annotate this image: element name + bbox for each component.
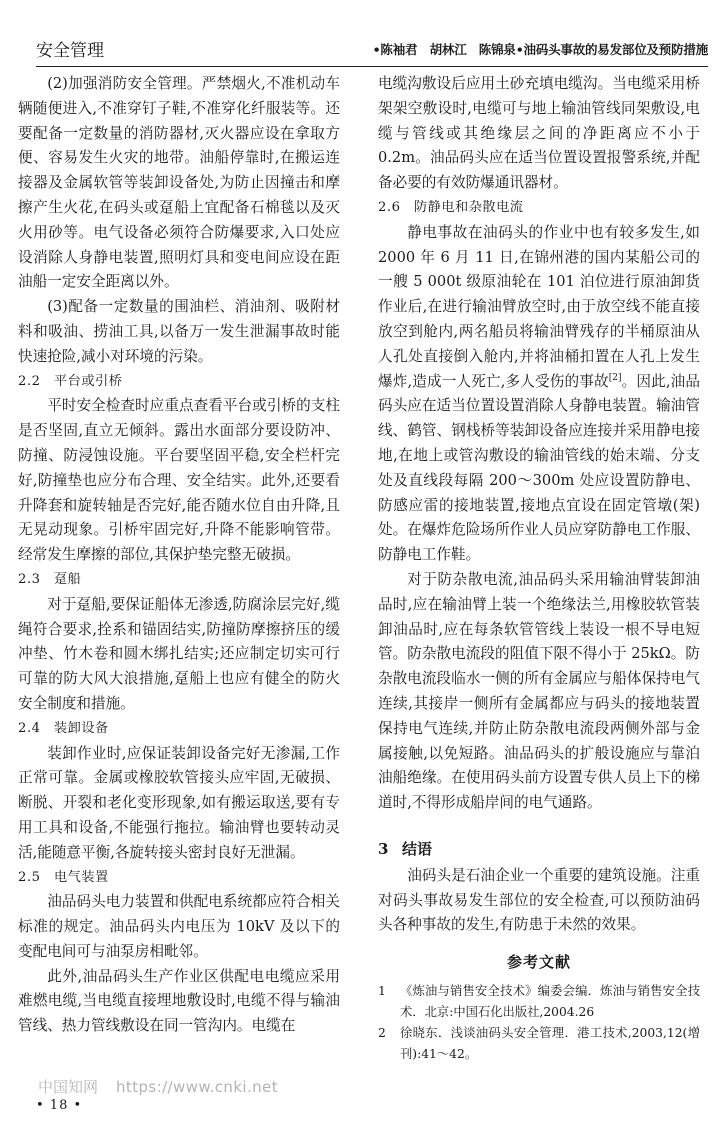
section-title: 结语 — [402, 839, 433, 858]
section-3-heading — [378, 837, 700, 862]
reference-number: 2 — [378, 1025, 386, 1040]
paragraph-conclusion: 油码头是石油企业一个重要的建筑设施。注重对码头事故易发生部位的安全检查,可以预防油码头各种事故的发生,有防患于未然的效果。 — [378, 866, 700, 934]
section-number: 3 — [378, 839, 389, 858]
reference-text: 《炼油与销售安全技术》编委会编．炼油与销售安全技术．北京:中国石化出版社,2004.26 — [400, 983, 700, 1019]
reference-item — [378, 1023, 700, 1065]
section-number: 2.4 — [18, 720, 41, 736]
page-number: • 18 • — [36, 1098, 83, 1113]
page-header — [36, 36, 708, 64]
section-2-4-heading — [18, 717, 340, 742]
section-number: 2.3 — [18, 571, 41, 587]
right-column — [378, 72, 700, 1065]
static-text-part2: 。因此,油品码头应在适当位置设置消除人身静电装置。输油管线、鹤管、钢栈桥等装卸设备应连接并采用静电接地,在地上或管沟敷设的输油管线的始末端、分支处及直线段每隔 200～300m 处应设置防静电、防感应雷的接地装置,接地点宜设在固定管墩(架)处。在爆炸危险场所作业人员应穿防静电工作服、防静电工作鞋。 — [378, 372, 701, 564]
references-heading: 参考文献 — [506, 953, 571, 972]
paragraph-electrical-2: 此外,油品码头生产作业区供配电电缆应采用难燃电缆,当电缆直接埋地敷设时,电缆不得与输油管线、热力管线敷设在同一管沟内。电缆在 — [18, 967, 340, 1035]
header-rule — [36, 66, 708, 67]
section-2-2-heading — [18, 370, 340, 395]
reference-text: 徐晓东．浅谈油码头安全管理．港工技术,2003,12(增刊):41～42。 — [400, 1025, 700, 1061]
journal-name: 安全管理 — [36, 41, 104, 61]
paragraph-loading-equipment: 装卸作业时,应保证装卸设备完好无渗漏,工作正常可靠。金属或橡胶软管接头应牢固,无破损、断脱、开裂和老化变形现象,如有搬运取送,要有专用工具和设备,不能强行拖拉。输油臂也要转动灵活,能随意平衡,各旋转接头密封良好无泄漏。 — [18, 744, 340, 861]
section-title: 平台或引桥 — [54, 373, 123, 389]
section-2-6-heading — [378, 196, 700, 221]
section-title: 趸船 — [54, 571, 82, 587]
section-title: 装卸设备 — [54, 720, 109, 736]
left-column — [18, 72, 340, 1039]
paragraph-spill-equipment: (3)配备一定数量的围油栏、消油剂、吸附材料和吸油、捞油工具,以备万一发生泄漏事故时能快速抢险,减小对环境的污染。 — [18, 298, 340, 365]
paragraph-electrical-1: 油品码头电力装置和供配电系统都应符合相关标准的规定。油品码头内电压为 10kV 及以下的变配电间可与油泵房相毗邻。 — [18, 893, 340, 960]
paragraph-fire-safety: (2)加强消防安全管理。严禁烟火,不准机动车辆随便进入,不准穿钉子鞋,不准穿化纤服装等。还要配备一定数量的消防器材,灭火器应设在拿取方便、容易发生火灾的地带。油船停靠时,在搬运连接器及金属软管等装卸设备处,为防止因撞击和摩擦产生火花,在码头或趸船上宜配备石棉毯以及灭火用砂等。电气设备必须符合防爆要求,入口处应设消除人身静电装置,照明灯具和变电间应设在距油船一定安全距离以外。 — [18, 75, 340, 291]
section-number: 2.6 — [378, 199, 401, 215]
section-number: 2.5 — [18, 869, 41, 885]
static-text-part1: 静电事故在油码头的作业中也有较多发生,如 2000 年 6 月 11 日,在锦州港的国内某船公司的一艘 5 000t 级原油轮在 101 泊位进行原油卸货作业后,在进行输油臂放空时,由于放空线不能直接放空到舱内,两名船员将输油臂残存的半桶原油从人孔处直接倒入舱内,并将油桶扣置在人孔上发生爆炸,造成一人死亡,多人受伤的事故 — [378, 223, 700, 390]
section-2-3-heading — [18, 568, 340, 593]
citation: [2] — [608, 372, 622, 383]
running-title: •陈袖君 胡林江 陈锦泉•油码头事故的易发部位及预防措施 — [372, 42, 708, 57]
section-2-5-heading — [18, 866, 340, 891]
paragraph-static-electricity — [378, 221, 700, 568]
paragraph-platform: 平时安全检查时应重点查看平台或引桥的支柱是否坚固,直立无倾斜。露出水面部分要设防冲、防撞、防浸蚀设施。平台要坚固平稳,安全栏杆完好,防撞垫也应分布合理、安全结实。此外,还要看升降套和旋转轴是否完好,能否随水位自由升降,且无晃动现象。引桥牢固完好,升降不能影响管带。经常发生摩擦的部位,其保护垫完整无破损。 — [18, 397, 340, 564]
watermark-logo-text: 中国知网 — [38, 1078, 99, 1096]
section-title: 电气装置 — [54, 869, 109, 885]
section-title: 防静电和杂散电流 — [414, 199, 524, 215]
watermark-url: https://www.cnki.net — [116, 1078, 278, 1096]
paragraph-pontoon: 对于趸船,要保证船体无渗透,防腐涂层完好,缆绳符合要求,拴系和锚固结实,防撞防摩擦挤压的缓冲垫、竹木卷和圆木绑扎结实;还应制定切实可行可靠的防大风大浪措施,趸船上也应有健全的防火安全制度和措施。 — [18, 595, 340, 712]
reference-item — [378, 981, 700, 1023]
paragraph-stray-current: 对于防杂散电流,油品码头采用输油臂装卸油品时,应在输油臂上装一个绝缘法兰,用橡胶软管装卸油品时,应在每条软管管线上装设一根不导电短管。防杂散电流段的阻值下限不得小于 25kΩ。防杂散电流段临水一侧的所有金属应与船体保持电气连续,其接岸一侧所有金属都应与码头的接地装置保持电气连续,并防止防杂散电流段两侧外部与金属接触,以免短路。油品码头的扩般设施应与靠泊油船绝缘。在使用码头前方设置专供人员上下的梯道时,不得形成船岸间的电气通路。 — [378, 570, 700, 812]
paragraph-cable-continued: 电缆沟敷设后应用土砂充填电缆沟。当电缆采用桥架架空敷设时,电缆可与地上输油管线同架敷设,电缆与管线或其绝缘层之间的净距离应不小于 0.2m。油品码头应在适当位置设置报警系统,并配备必要的有效防爆通讯器材。 — [378, 75, 700, 192]
section-number: 2.2 — [18, 373, 41, 389]
cnki-watermark — [38, 1076, 278, 1097]
reference-number: 1 — [378, 983, 386, 998]
